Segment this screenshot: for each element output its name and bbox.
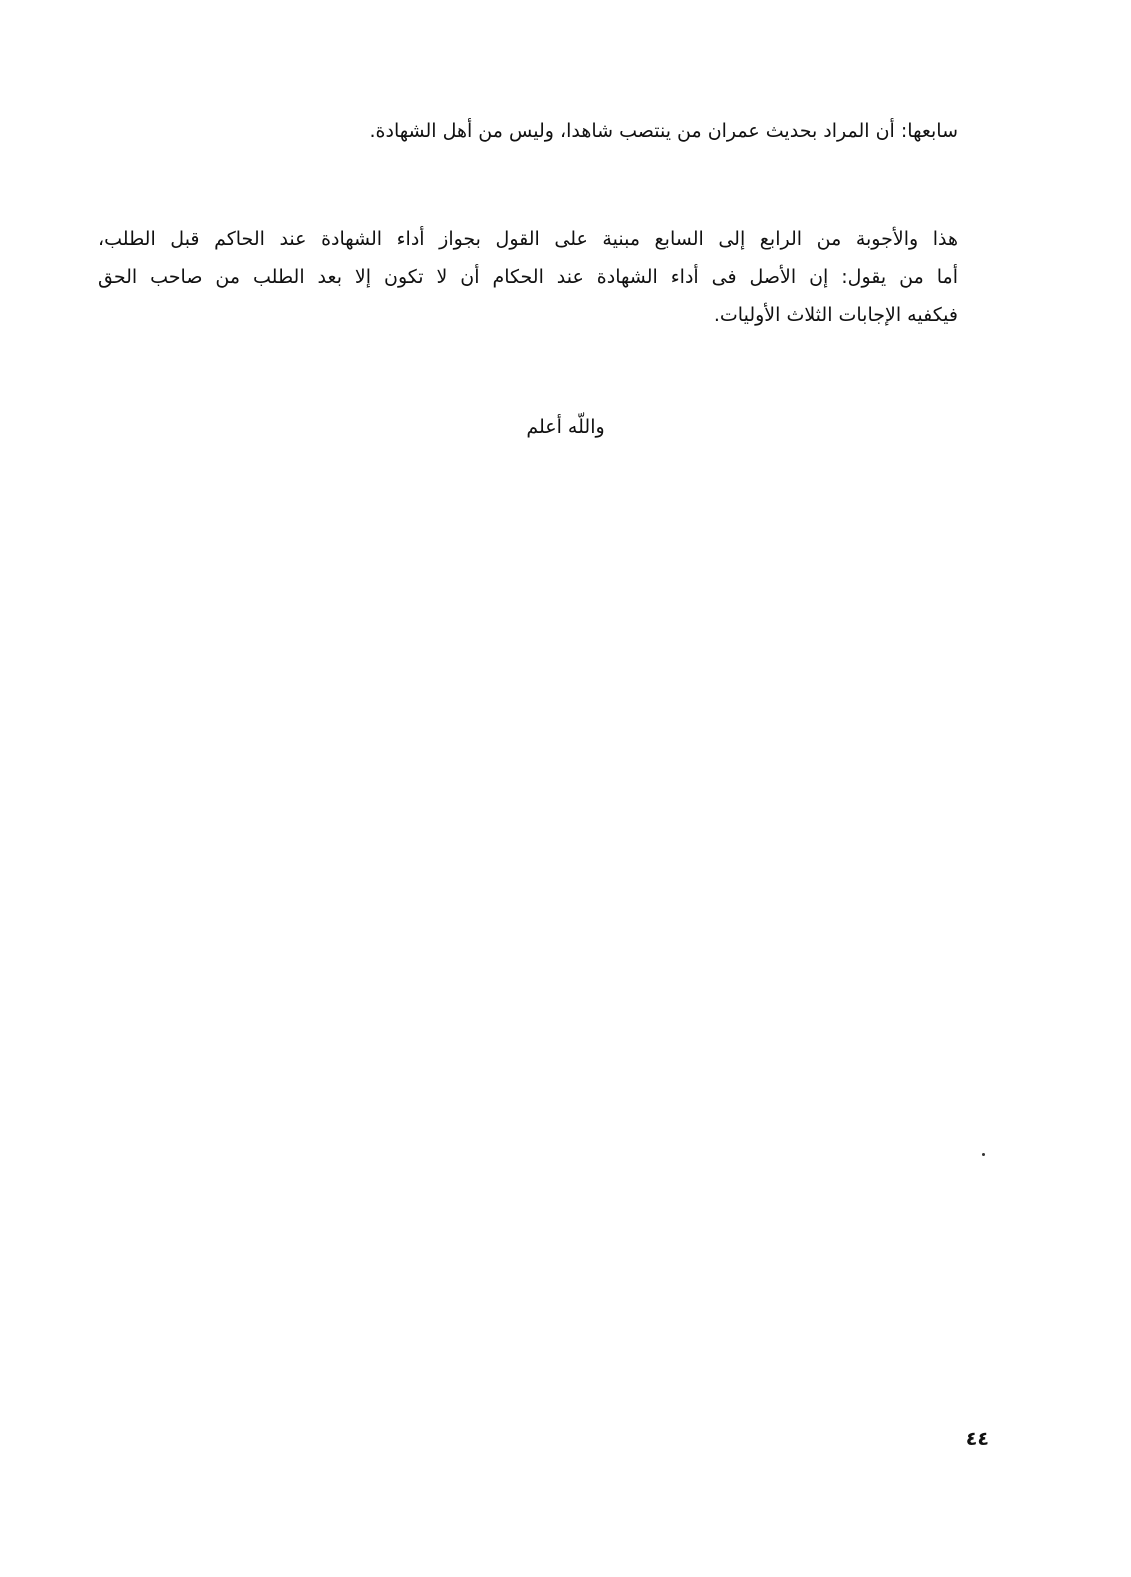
paragraph-line-1: هذا والأجوبة من الرابع إلى السابع مبنية على القول بجواز أداء الشهادة عند الحاكم قبل الطلب، — [98, 228, 958, 250]
paragraph-line-2: أما من يقول: إن الأصل فى أداء الشهادة عند الحكام أن لا تكون إلا بعد الطلب من صاحب الحق — [98, 266, 958, 288]
closing-phrase: واللّه أعلم — [526, 416, 605, 438]
page-number: ٤٤ — [965, 1428, 989, 1450]
scan-speck-icon — [982, 1153, 985, 1156]
paragraph-seventh-answer: سابعها: أن المراد بحديث عمران من ينتصب شاهدا، وليس من أهل الشهادة. — [369, 120, 958, 142]
paragraph-line-3: فيكفيه الإجابات الثلاث الأوليات. — [713, 304, 958, 326]
paragraph-answers-note — [98, 220, 958, 334]
